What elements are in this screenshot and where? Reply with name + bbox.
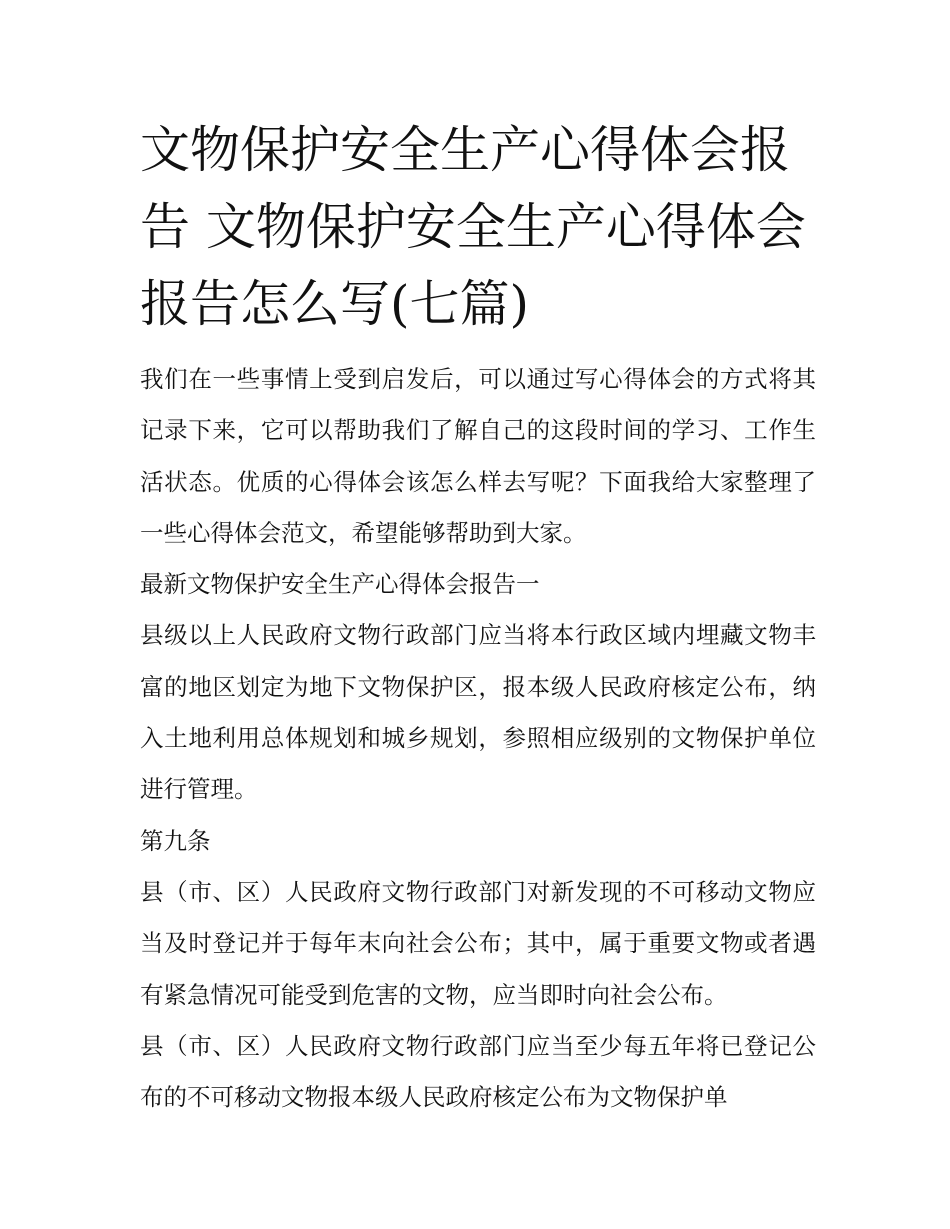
body-paragraph: 县级以上人民政府文物行政部门应当将本行政区域内埋藏文物丰富的地区划定为地下文物保护区，报本级人民政府核定公布，纳入土地利用总体规划和城乡规划，参照相应级别的文物保护单位进行管理。 — [140, 621, 816, 804]
body-paragraph: 县（市、区）人民政府文物行政部门对新发现的不可移动文物应当及时登记并于每年末向社会公布；其中，属于重要文物或者遇有紧急情况可能受到危害的文物，应当即时向社会公布。 — [140, 877, 816, 1009]
body-paragraph: 县（市、区）人民政府文物行政部门应当至少每五年将已登记公布的不可移动文物报本级人民政府核定公布为文物保护单 — [140, 1031, 816, 1112]
article-heading: 第九条 — [140, 826, 211, 855]
document-body — [140, 354, 816, 1123]
intro-paragraph: 我们在一些事情上受到启发后，可以通过写心得体会的方式将其记录下来，它可以帮助我们了解自己的这段时间的学习、工作生活状态。优质的心得体会该怎么样去写呢？下面我给大家整理了一些心得体会范文，希望能够帮助到大家。 — [140, 365, 816, 547]
section-heading: 最新文物保护安全生产心得体会报告一 — [140, 570, 540, 599]
document-title: 文物保护安全生产心得体会报告 文物保护安全生产心得体会报告怎么写(七篇) — [140, 121, 806, 333]
